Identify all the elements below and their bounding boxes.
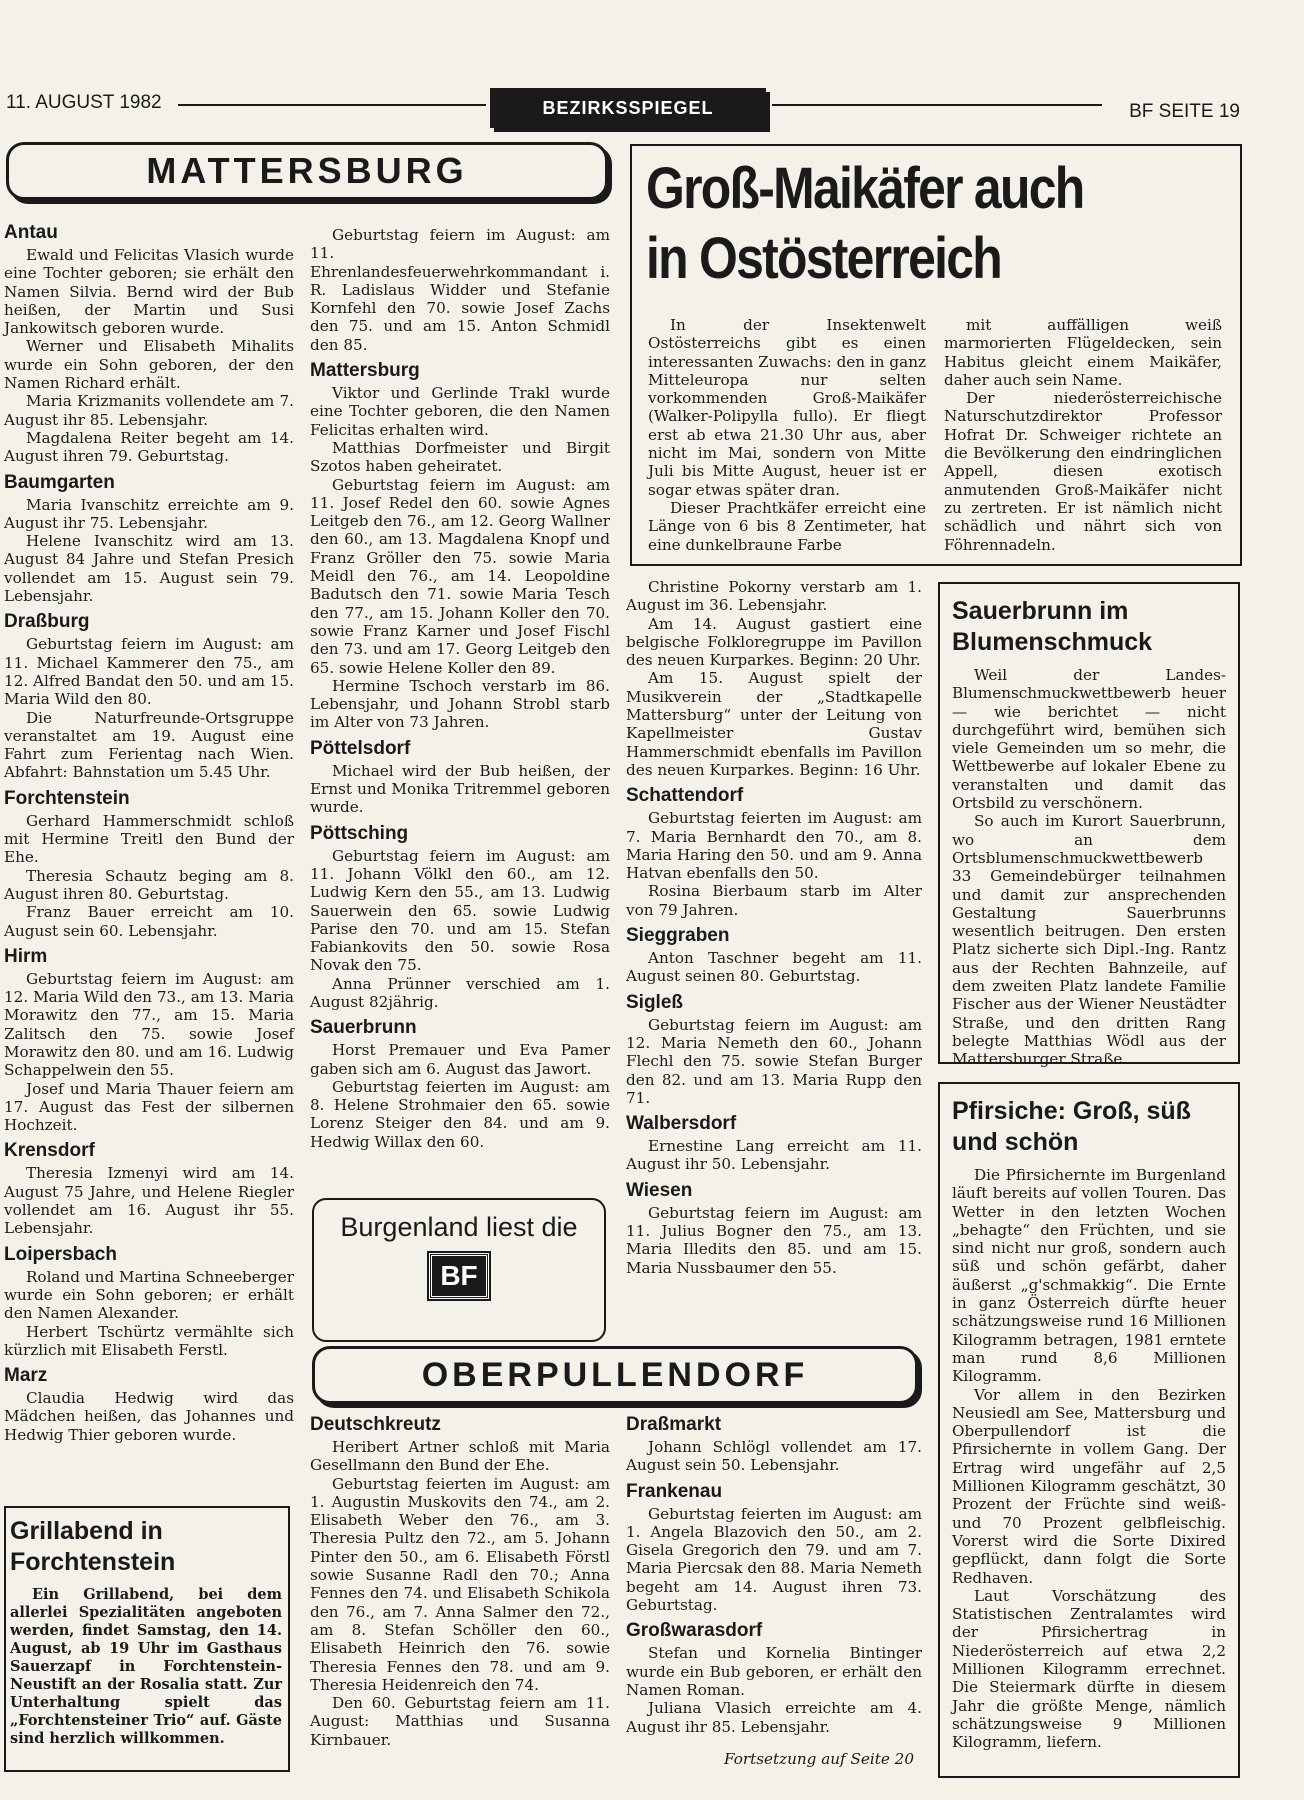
- maikaefer-paragraph: mit auffälligen weiß marmorierten Flügeldecken, sein Habitus gleicht einem Maikäfer, daher auch sein Name.: [944, 316, 1222, 389]
- grillabend-title: Grillabend in Forchtenstein: [10, 1517, 176, 1576]
- mattersburg-paragraph: Josef und Maria Thauer feiern am 17. August das Fest der silbernen Hochzeit.: [4, 1079, 294, 1135]
- header-rule-right: [772, 104, 1102, 106]
- mattersburg-village-heading: Hirm: [4, 945, 48, 967]
- mattersburg-paragraph: Geburtstag feierten im August: am 8. Helene Strohmaier den 65. sowie Lorenz Steiger den 84. und am 9. Hedwig Willax den 60.: [310, 1077, 610, 1151]
- mattersburg-paragraph: Franz Bauer erreicht am 10. August sein 60. Lebensjahr.: [4, 903, 294, 940]
- mattersburg-village-heading: Marz: [4, 1365, 48, 1387]
- mattersburg-paragraph: Rosina Bierbaum starb im Alter von 79 Jahren.: [626, 882, 922, 919]
- mattersburg-village-heading: Pöttsching: [310, 822, 409, 844]
- mattersburg-banner: MATTERSBURG: [6, 142, 608, 200]
- mattersburg-column-1: [4, 222, 294, 1444]
- mattersburg-paragraph: Herbert Tschürtz vermählte sich kürzlich mit Elisabeth Ferstl.: [4, 1322, 294, 1359]
- maikaefer-paragraph: Der niederösterreichische Naturschutzdirektor Professor Hofrat Dr. Schweiger richtete an die Bevölkerung den eindringlichen Appell, diesen exotisch anmutenden Groß-Maikäfer nicht zu zertreten. Er ist nämlich nicht schädlich und nährt sich von Föhrennadeln.: [944, 389, 1222, 554]
- mattersburg-paragraph: Horst Premauer und Eva Pamer gaben sich am 6. August das Jawort.: [310, 1041, 610, 1078]
- ad-slogan: Burgenland liest die: [340, 1212, 578, 1242]
- mattersburg-paragraph: Werner und Elisabeth Mihalits wurde ein Sohn geboren, der den Namen Richard erhält.: [4, 337, 294, 393]
- sauerbrunn-paragraph: So auch im Kurort Sauerbrunn, wo an dem Ortsblumenschmuckwettbewerb 33 Gemeindebürger teilnahmen und damit zur ansprechenden Gestaltung Sauerbrunns wesentlich beitrugen. Den ersten Platz sicherte sich Dipl.-Ing. Rantz aus der Rechten Bahnzeile, auf dem zweiten Platz landete Familie Fischer aus der Wiener Neustädter Straße, und den dritten Rang belegte Matthias Wödl aus der Mattersburger Straße.: [952, 812, 1226, 1069]
- mattersburg-paragraph: Geburtstag feiern im August: am 12. Maria Nemeth den 60., Johann Flechl den 75. sowie Stefan Burger den 82. und am 13. Maria Rupp den 71.: [626, 1015, 922, 1107]
- mattersburg-paragraph: Theresia Schautz beging am 8. August ihren 80. Geburtstag.: [4, 866, 294, 903]
- mattersburg-village-heading: Sieggraben: [626, 925, 730, 947]
- mattersburg-paragraph: Magdalena Reiter begeht am 14. August ihren 79. Geburtstag.: [4, 428, 294, 466]
- mattersburg-village-heading: Baumgarten: [4, 471, 115, 493]
- mattersburg-paragraph: Maria Krizmanits vollendete am 7. August ihr 85. Lebensjahr.: [4, 392, 294, 429]
- mattersburg-village-heading: Draßburg: [4, 611, 90, 633]
- sauerbrunn-paragraph: Weil der Landes-Blumenschmuckwettbewerb heuer — wie berichtet — nicht durchgeführt wird, bemühen sich viele Gemeinden um so mehr, die Wettbewerbe auf lokaler Ebene zu veranstalten und damit das Ortsbild zu verschönern.: [952, 666, 1226, 813]
- mattersburg-paragraph: Claudia Hedwig wird das Mädchen heißen, das Johannes und Hedwig Thier geboren wurde.: [4, 1389, 294, 1444]
- mattersburg-paragraph: Matthias Dorfmeister und Birgit Szotos haben geheiratet.: [310, 438, 610, 476]
- mattersburg-paragraph: Helene Ivanschitz wird am 13. August 84 Jahre und Stefan Presich vollendet am 15. August sein 79. Lebensjahr.: [4, 532, 294, 606]
- mattersburg-paragraph: Geburtstag feierten im August: am 7. Maria Bernhardt den 70., am 8. Maria Haring den 50. und am 9. Anna Hatvan ebenfalls den 50.: [626, 809, 922, 883]
- mattersburg-paragraph: Am 15. August spielt der Musikverein der „Stadtkapelle Mattersburg“ unter der Leitung von Kapellmeister Gustav Hammerschmidt ebenfalls im Pavillon des neuen Kurparkes. Beginn: 16 Uhr.: [626, 669, 922, 779]
- mattersburg-column-3: [626, 578, 922, 1277]
- mattersburg-paragraph: Christine Pokorny verstarb am 1. August im 36. Lebensjahr.: [626, 578, 922, 615]
- mattersburg-paragraph: Geburtstag feiern im August: am 12. Maria Wild den 73., am 13. Maria Morawitz den 77., am 15. Maria Zalitsch den 75. sowie Josef Morawitz den 80. und am 16. Ludwig Schappelwein den 55.: [4, 969, 294, 1080]
- maikaefer-headline-line-2: in Ostösterreich: [646, 226, 1002, 291]
- mattersburg-village-heading: Krensdorf: [4, 1140, 95, 1162]
- mattersburg-column-2: [310, 226, 610, 1151]
- oberpullendorf-paragraph: Geburtstag feierten im August: am 1. Augustin Muskovits den 74., am 2. Elisabeth Weber den 76., am 3. Theresia Pultz den 72., am 5. Johann Pinter den 50., am 6. Elisabeth Förstl sowie Susanne Radl den 70.; Anna Fennes den 74. und Elisabeth Schikola den 76., am 7. Anna Salmer den 72., am 8. Stefan Schöller den 60., Elisabeth Heinrich den 76. sowie Theresia Fennes den 78. und am 9. Theresia Heidenreich den 74.: [310, 1474, 610, 1694]
- mattersburg-paragraph: Hermine Tschoch verstarb im 86. Lebensjahr, und Johann Strobl starb im Alter von 73 Jahren.: [310, 676, 610, 732]
- mattersburg-paragraph: Michael wird der Bub heißen, der Ernst und Monika Tritremmel geboren wurde.: [310, 761, 610, 817]
- mattersburg-paragraph: Die Naturfreunde-Ortsgruppe veranstaltet am 19. August eine Fahrt zum Ferientag nach Wien. Abfahrt: Bahnstation um 5.45 Uhr.: [4, 708, 294, 782]
- mattersburg-village-heading: Pöttelsdorf: [310, 737, 411, 759]
- section-label: BEZIRKSSPIEGEL: [490, 88, 766, 128]
- pfirsiche-text: [952, 1166, 1226, 1752]
- mattersburg-paragraph: Geburtstag feiern im August: am 11. Michael Kammerer den 75., am 12. Alfred Bandat den 50. und am 15. Maria Wild den 80.: [4, 635, 294, 709]
- pfirsiche-paragraph: Laut Vorschätzung des Statistischen Zentralamtes wird der Pfirsichertrag in Niederösterreich auf etwa 2,2 Millionen Kilogramm errechnet. Die Steiermark dürfte in diesem Jahr die größte Menge, nämlich schätzungsweise 9 Millionen Kilogramm, liefern.: [952, 1586, 1226, 1752]
- sauerbrunn-title: Sauerbrunn im Blumenschmuck: [952, 597, 1153, 656]
- maikaefer-article: [630, 144, 1242, 566]
- pfirsiche-paragraph: Vor allem in den Bezirken Neusiedl am See, Mattersburg und Oberpullendorf ist die Pfirsichernte in vollem Gang. Der Ertrag wird ungefähr auf 2,5 Millionen Kilogramm geschätzt, 30 Prozent der Früchte sind weiß- und 70 Prozent gelbfleischig. Vorerst wird die Sorte Dixired gepflückt, dann folgt die Sorte Redhaven.: [952, 1385, 1226, 1587]
- grillabend-paragraph: Ein Grillabend, bei dem allerlei Spezialitäten angeboten werden, findet Samstag, den 14. August, ab 19 Uhr im Gasthaus Sauerzapf in Forchtenstein-Neustift an der Rosalia statt. Zur Unterhaltung spielt das „Forchtensteiner Trio“ auf. Gäste sind herzlich willkommen.: [10, 1586, 282, 1747]
- oberpullendorf-paragraph: Heribert Artner schloß mit Maria Gesellmann den Bund der Ehe.: [310, 1438, 610, 1475]
- page-number: BF SEITE 19: [1129, 101, 1240, 122]
- oberpullendorf-column-2: [626, 1414, 922, 1736]
- pfirsiche-title: Pfirsiche: Groß, süß und schön: [952, 1097, 1191, 1156]
- oberpullendorf-paragraph: Den 60. Geburtstag feiern am 11. August: Matthias und Susanna Kirnbauer.: [310, 1694, 610, 1749]
- mattersburg-village-heading: Antau: [4, 222, 58, 243]
- mattersburg-village-heading: Sigleß: [626, 991, 684, 1013]
- mattersburg-paragraph: Maria Ivanschitz erreichte am 9. August ihr 75. Lebensjahr.: [4, 495, 294, 532]
- bf-logo: BF: [429, 1253, 488, 1299]
- pfirsiche-paragraph: Die Pfirsichernte im Burgenland läuft bereits auf vollen Touren. Das Wetter in den letzten Wochen „behagte“ den Früchten, und sie sind nicht nur groß, sondern auch süß und schön gefärbt, daher äußerst „g'schmakkig“. Die Ernte in ganz Österreich dürfte heuer schätzungsweise rund 16 Millionen Kilogramm betragen, 1981 erntete man rund 8,6 Millionen Kilogramm.: [952, 1166, 1226, 1386]
- maikaefer-column-1: [648, 316, 926, 554]
- oberpullendorf-village-heading: Frankenau: [626, 1480, 723, 1502]
- mattersburg-village-heading: Loipersbach: [4, 1243, 117, 1265]
- mattersburg-paragraph: Geburtstag feiern im August: am 11. Ehrenlandesfeuerwehrkommandant i. R. Ladislaus Widder und Stefanie Kornfehl den 70. sowie Josef Zachs den 75. und am 15. Anton Schmidl den 85.: [310, 226, 610, 354]
- oberpullendorf-column-1: [310, 1414, 610, 1749]
- maikaefer-column-2: [944, 316, 1222, 554]
- oberpullendorf-banner: OBERPULLENDORF: [312, 1346, 918, 1404]
- oberpullendorf-paragraph: Juliana Vlasich erreichte am 4. August ihr 85. Lebensjahr.: [626, 1699, 922, 1736]
- maikaefer-headline-line-1: Groß-Maikäfer auch: [646, 156, 1084, 221]
- mattersburg-village-heading: Sauerbrunn: [310, 1017, 417, 1039]
- mattersburg-paragraph: Ernestine Lang erreicht am 11. August ihr 50. Lebensjahr.: [626, 1137, 922, 1174]
- bf-advertisement: [312, 1198, 606, 1342]
- oberpullendorf-paragraph: Geburtstag feierten im August: am 1. Angela Blazovich den 50., am 2. Gisela Gregorich den 79. und am 7. Maria Piercsak den 88. Maria Nemeth begeht am 14. August ihren 73. Geburtstag.: [626, 1504, 922, 1615]
- mattersburg-paragraph: Roland und Martina Schneeberger wurde ein Sohn geboren; er erhält den Namen Alexander.: [4, 1267, 294, 1323]
- oberpullendorf-paragraph: Johann Schlögl vollendet am 17. August sein 50. Lebensjahr.: [626, 1438, 922, 1475]
- mattersburg-village-heading: Forchtenstein: [4, 787, 130, 809]
- mattersburg-paragraph: Geburtstag feiern im August: am 11. Johann Völkl den 60., am 12. Ludwig Kern den 55., am 13. Ludwig Sauerwein den 65. sowie Ludwig Parise den 70. und am 15. Stefan Fabiankovits den 50. sowie Rosa Novak den 75.: [310, 846, 610, 975]
- continued-note: Fortsetzung auf Seite 20: [724, 1750, 914, 1768]
- mattersburg-village-heading: Mattersburg: [310, 360, 420, 382]
- issue-date: 11. AUGUST 1982: [6, 92, 162, 113]
- header-rule-left: [178, 104, 486, 106]
- oberpullendorf-village-heading: Deutschkreutz: [310, 1414, 441, 1435]
- mattersburg-paragraph: Anton Taschner begeht am 11. August seinen 80. Geburtstag.: [626, 949, 922, 986]
- grillabend-box: [4, 1506, 290, 1772]
- maikaefer-paragraph: Dieser Prachtkäfer erreicht eine Länge von 6 bis 8 Zentimeter, hat eine dunkelbraune Farbe: [648, 498, 926, 554]
- mattersburg-village-heading: Walbersdorf: [626, 1113, 737, 1135]
- sauerbrunn-text: [952, 666, 1226, 1069]
- mattersburg-paragraph: Theresia Izmenyi wird am 14. August 75 Jahre, und Helene Riegler vollendet am 16. August ihr 55. Lebensjahr.: [4, 1164, 294, 1238]
- mattersburg-paragraph: Geburtstag feiern im August: am 11. Julius Bogner den 75., am 13. Maria Illedits den 85. und am 15. Maria Nussbaumer den 55.: [626, 1203, 922, 1277]
- sauerbrunn-box: [938, 582, 1240, 1069]
- pfirsiche-box: [938, 1082, 1240, 1778]
- mattersburg-village-heading: Wiesen: [626, 1179, 693, 1201]
- mattersburg-paragraph: Am 14. August gastiert eine belgische Folkloregruppe im Pavillon des neuen Kurparkes. Beginn: 20 Uhr.: [626, 614, 922, 670]
- mattersburg-paragraph: Geburtstag feiern im August: am 11. Josef Redel den 60. sowie Agnes Leitgeb den 76., am 12. Georg Wallner den 60., am 13. Magdalena Knopf und Franz Gröller den 75. sowie Maria Meidl den 76., am 14. Leopoldine Badutsch den 71. sowie Maria Tesch den 77., am 15. Johann Koller den 70. sowie Franz Karner und Josef Fischl den 73. und am 17. Georg Leitgeb den 65. sowie Helene Koller den 89.: [310, 475, 610, 677]
- mattersburg-paragraph: Anna Prünner verschied am 1. August 82jährig.: [310, 974, 610, 1011]
- mattersburg-village-heading: Schattendorf: [626, 785, 744, 807]
- oberpullendorf-village-heading: Draßmarkt: [626, 1414, 722, 1435]
- grillabend-text: [10, 1586, 282, 1748]
- maikaefer-paragraph: In der Insektenwelt Ostösterreichs gibt es einen interessanten Zuwachs: den in ganz Mitteleuropa nur selten vorkommenden Groß-Maikäfer (Walker-Polipylla fullo). Er fliegt erst ab etwa 21.30 Uhr aus, aber nicht im Mai, sondern von Mitte Juli bis Mitte August, heuer ist er sogar etwas später dran.: [648, 316, 926, 499]
- mattersburg-paragraph: Viktor und Gerlinde Trakl wurde eine Tochter geboren, die den Namen Felicitas erhalten wird.: [310, 384, 610, 439]
- oberpullendorf-village-heading: Großwarasdorf: [626, 1620, 763, 1642]
- mattersburg-paragraph: Gerhard Hammerschmidt schloß mit Hermine Treitl den Bund der Ehe.: [4, 811, 294, 867]
- mattersburg-paragraph: Ewald und Felicitas Vlasich wurde eine Tochter geboren; sie erhält den Namen Silvia. Bernd wird der Bub heißen, der Martin und Susi Jankowitsch geboren wurde.: [4, 246, 294, 338]
- oberpullendorf-paragraph: Stefan und Kornelia Bintinger wurde ein Bub geboren, er erhält den Namen Roman.: [626, 1644, 922, 1699]
